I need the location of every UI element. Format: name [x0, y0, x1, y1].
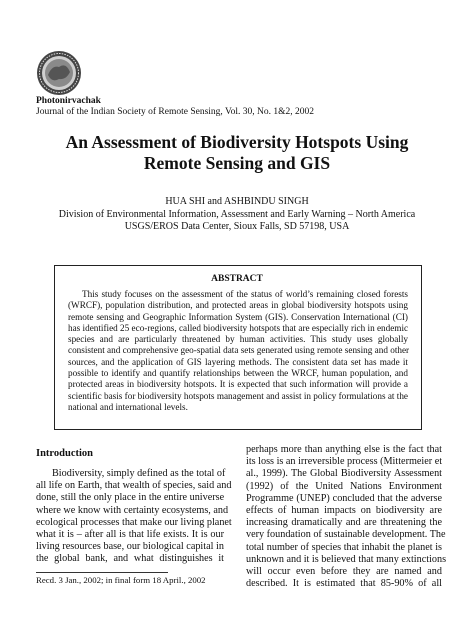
section-heading: Introduction [36, 448, 93, 459]
abstract-line: protected areas in biodiversity hotspots. It is expected that such information will provide a [68, 379, 408, 390]
title-line: An Assessment of Biodiversity Hotspots Using [65, 132, 409, 152]
body-line: living resources base, our biological capital in [36, 541, 224, 553]
abstract-line: national and international levels. [68, 401, 188, 412]
body-line: its loss is an irreversible process (Mittermeier et [246, 456, 443, 468]
abstract-line: remote sensing and Geographic Information System (GIS). Conservation International (CI) [68, 311, 408, 322]
body-line: increasing dramatically and are threatening the [246, 517, 442, 529]
body-line: Programme (UNEP) concluded that the adverse [246, 492, 442, 504]
body-line: what it is – after all is that life exists. It is our [36, 529, 224, 541]
body-line: ecological processes that make our living planet [36, 516, 232, 528]
abstract-line: possible to identify and quantify relationships between the WRCF, human population, and [68, 368, 408, 379]
abstract-line: sources, and the application of GIS layering methods. The consistent data set has made it [68, 356, 408, 367]
body-line: described. It is estimated that 85-90% of all [246, 578, 442, 590]
abstract-line: has identified 25 eco-regions, called biodiversity hotspots that are especially rich in endemic [68, 322, 409, 333]
body-line: done, still the only place in the entire universe [36, 492, 225, 504]
abstract-body [68, 289, 408, 413]
body-line: Biodiversity, simply defined as the total of [52, 468, 226, 479]
left-column [36, 468, 232, 566]
affiliation: Division of Environmental Information, Assessment and Early Warning – North America [58, 209, 416, 220]
body-line: all life on Earth, that wealth of species, said and [36, 480, 232, 492]
body-line: total number of species that inhabit the planet is [246, 541, 442, 553]
society-seal-icon [36, 50, 82, 96]
paper-title [0, 132, 474, 174]
abstract-line: species and are particularly threatened by human activities. This study uses globally [68, 334, 408, 345]
body-line: where we know with certainty ecosystems, and [36, 504, 229, 516]
affiliation: USGS/EROS Data Center, Sioux Falls, SD 57198, USA [124, 221, 350, 232]
abstract-line: scientific basis for biodiversity hotspots management and assist in policy formulations at the [68, 390, 408, 401]
body-line: perhaps more than anything else is the fact that [246, 444, 442, 455]
abstract-heading: ABSTRACT [211, 274, 263, 284]
authors-block [0, 196, 474, 233]
journal-info: Journal of the Indian Society of Remote Sensing, Vol. 30, No. 1&2, 2002 [36, 107, 315, 117]
body-line: very foundation of sustainable development. The [246, 529, 446, 541]
abstract-line: This study focuses on the assessment of the status of world’s remaining closed forests [82, 289, 408, 299]
body-line: unknown and it is believed that many extinctions [246, 553, 447, 565]
footnote-divider [36, 572, 168, 573]
author-names: HUA SHI and ASHBINDU SINGH [165, 196, 309, 207]
body-line: effects of human impacts on biodiversity are [246, 505, 442, 517]
body-line: will occur even before they are named and [246, 566, 442, 578]
abstract-line: consistent and comprehensive geo-spatial data sets generated using remote sensing and other [68, 345, 410, 356]
title-line: Remote Sensing and GIS [143, 153, 331, 173]
body-line: (1992) of the United Nations Environment [246, 480, 442, 492]
body-line: al., 1999). The Global Biodiversity Assessment [246, 468, 442, 480]
right-column [246, 444, 447, 590]
footnote: Recd. 3 Jan., 2002; in final form 18 April., 2002 [36, 575, 206, 585]
abstract-line: (WRCF), population distribution, and protected areas in global biodiversity hotspots using [68, 300, 408, 311]
journal-name: Photonirvachak [36, 96, 101, 106]
body-line: the global bank, and what distinguishes it [36, 553, 224, 565]
